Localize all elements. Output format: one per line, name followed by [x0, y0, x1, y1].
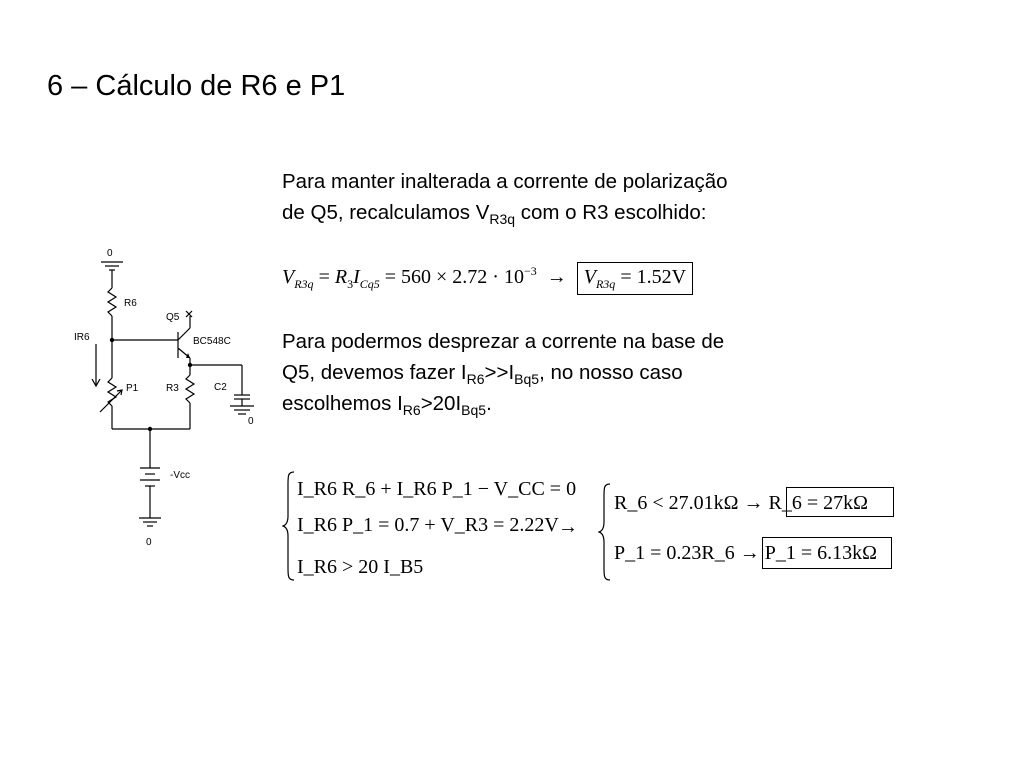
paragraph2-line3-suffix: .: [486, 392, 492, 415]
paragraph2-line2-suffix: , no nosso caso: [539, 361, 683, 384]
system2-result2-box: [762, 537, 892, 569]
system2-result1-box: [786, 487, 894, 517]
equation-vr3q: $V_{R3q} = R_3I_{Cq5} = 560 \times 2.72 \cdot 10^{-3} \to V_{R3q} = 1.52V$: [282, 262, 693, 295]
ground-label-top: 0: [107, 248, 113, 259]
paragraph2-line2-prefix: Q5, devemos fazer I: [282, 361, 467, 384]
eq1-result-box: [577, 262, 693, 295]
paragraph1-line2-prefix: de Q5, recalculamos V: [282, 201, 490, 224]
eq1-result-sub: R3q: [595, 277, 616, 291]
ground-label-cap: 0: [248, 416, 254, 427]
system1-arrow: →: [558, 516, 578, 538]
paragraph2-line3-sub2: Bq5: [461, 402, 487, 418]
paragraph2-line2-sub2: Bq5: [514, 371, 540, 387]
eq1-value: = 560 × 2.72 · 10: [384, 266, 524, 288]
circuit-schematic: [0, 240, 270, 550]
paragraph-base-current: [282, 326, 882, 419]
eq1-lhs: V: [282, 266, 295, 288]
paragraph1-line1: Para manter inalterada a corrente de polarização: [282, 170, 728, 193]
paragraph2-line3-mid: >20I: [420, 392, 462, 415]
eq1-lhs-sub: R3q: [294, 277, 314, 291]
transistor-label: BC548C: [193, 336, 231, 347]
c2-label: C2: [214, 382, 227, 393]
paragraph1-line2-suffix: com o R3 escolhido:: [515, 201, 707, 224]
system1-brace: [282, 470, 296, 582]
paragraph2-line3-sub1: R6: [402, 402, 421, 418]
vcc-label: -Vcc: [170, 470, 190, 481]
ground-label-bottom: 0: [146, 537, 152, 548]
paragraph-polarization: [282, 166, 882, 228]
paragraph2-line1: Para podermos desprezar a corrente na base de: [282, 330, 725, 353]
r6-label: R6: [124, 298, 137, 309]
system2-brace: [598, 482, 612, 582]
eq1-arrow: →: [546, 266, 567, 288]
q5-label: Q5: [166, 312, 180, 323]
r3-label: R3: [166, 383, 179, 394]
eq1-exponent: −3: [523, 264, 537, 278]
paragraph2-line2-sub1: R6: [466, 371, 485, 387]
slide-title: 6 – Cálculo de R6 e P1: [47, 70, 346, 102]
eq1-result-value: = 1.52V: [620, 266, 687, 288]
paragraph2-line2-mid: >>I: [484, 361, 515, 384]
eq1-r-sub: 3: [347, 277, 354, 291]
system1-eq3: I_R6 > 20 I_B5: [297, 556, 424, 578]
eq1-i: I: [353, 266, 360, 288]
system2-eq2: P_1 = 0.23R_6 → P_1 = 6.13kΩ: [614, 542, 878, 564]
p1-label: P1: [126, 383, 139, 394]
paragraph2-line3-prefix: escolhemos I: [282, 392, 403, 415]
system1-eq1: I_R6 R_6 + I_R6 P_1 − V_CC = 0: [297, 478, 577, 500]
system1-eq2: I_R6 P_1 = 0.7 + V_R3 = 2.22V: [297, 514, 559, 536]
eq1-r: R: [334, 266, 348, 288]
system2-eq1: R_6 < 27.01kΩ → R_6 = 27kΩ: [614, 492, 868, 514]
eq1-result-var: V: [583, 266, 596, 288]
eq1-i-sub: Cq5: [359, 277, 380, 291]
current-label: IR6: [74, 332, 90, 343]
paragraph1-line2-sub: R3q: [489, 211, 516, 227]
